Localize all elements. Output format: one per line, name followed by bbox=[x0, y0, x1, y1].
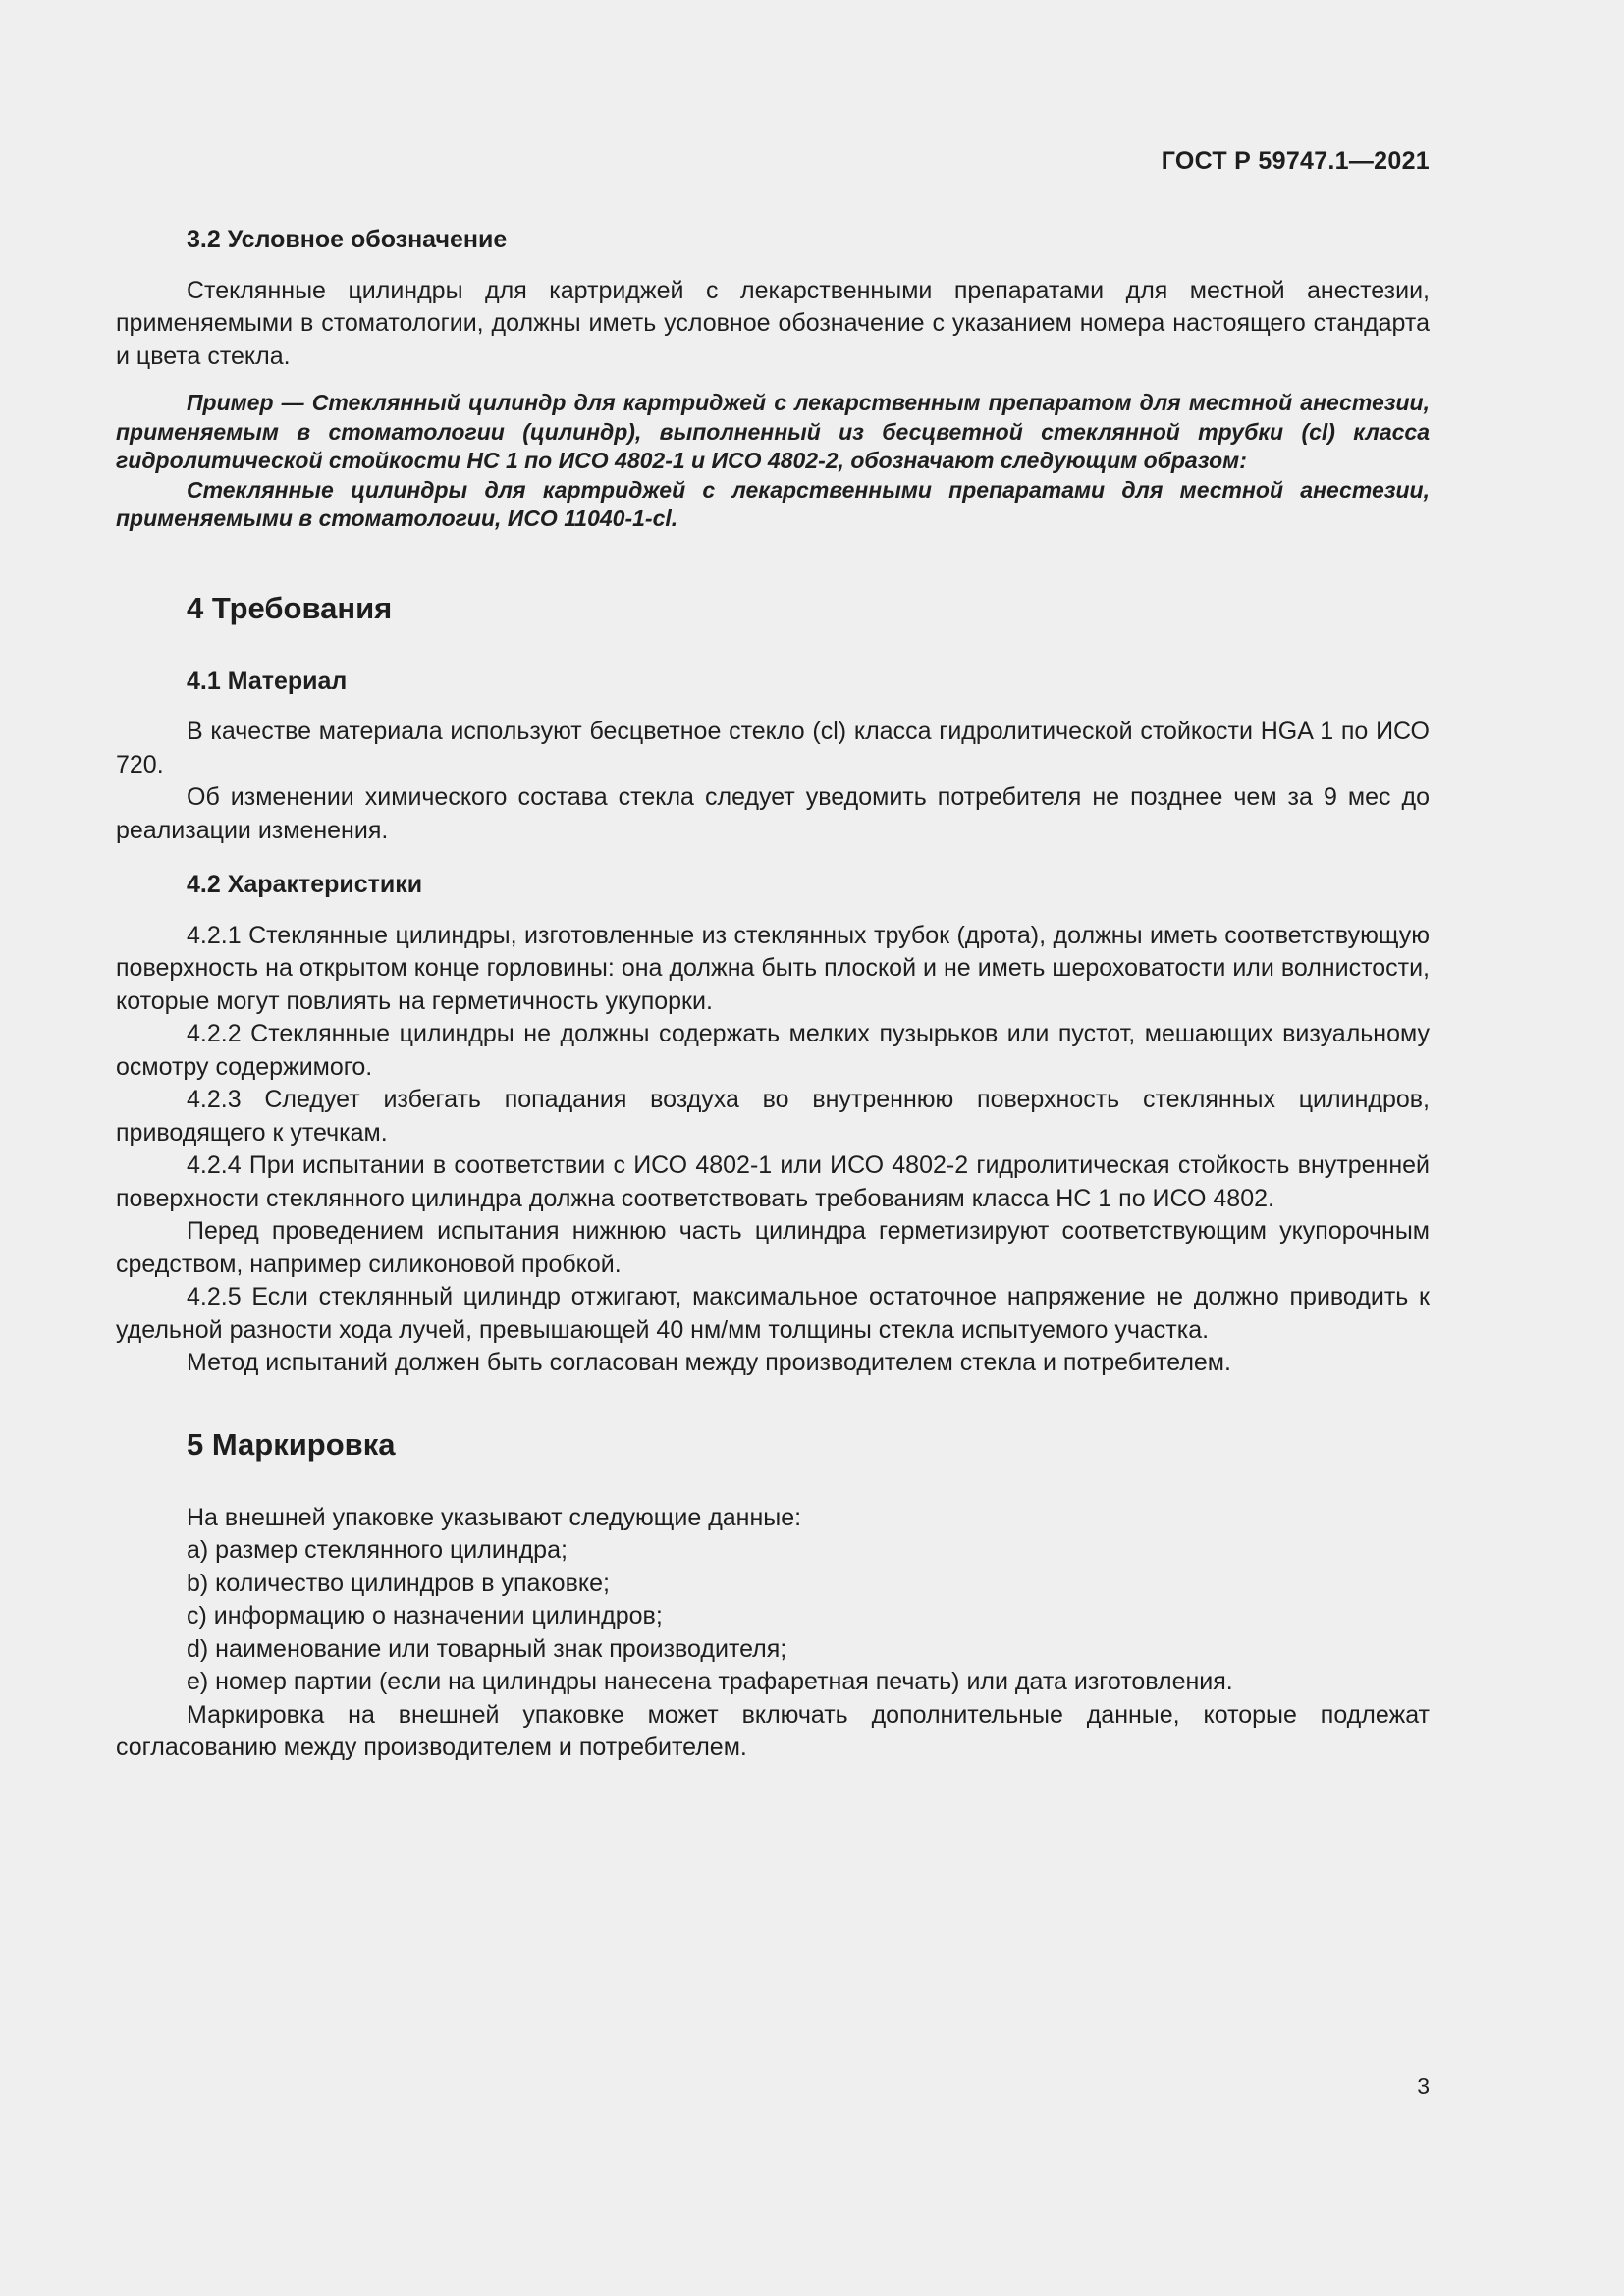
list-item: c) информацию о назначении цилиндров; bbox=[187, 1602, 663, 1629]
section-4-2-title: 4.2 Характеристики bbox=[187, 871, 423, 898]
clause-4-2-2: 4.2.2 Стеклянные цилиндры не должны содержать мелких пузырьков или пустот, мешающих визуальному осмотру содержимого. bbox=[116, 1020, 1430, 1081]
section-3-2-paragraph: Стеклянные цилиндры для картриджей с лекарственными препаратами для местной анестезии, применяемыми в стоматологии, должны иметь условное обозначение с указанием номера настоящего стандарта и цвета стекла. bbox=[116, 276, 1430, 370]
clause-4-2-1: 4.2.1 Стеклянные цилиндры, изготовленные из стеклянных трубок (дрота), должны иметь соответствующую поверхность на открытом конце горловины: она должна быть плоской и не иметь шероховатости или волнистости, которые могут повлиять на герметичность укупорки. bbox=[116, 921, 1430, 1015]
clause-4-2-3: 4.2.3 Следует избегать попадания воздуха во внутреннюю поверхность стеклянных цилиндров, приводящего к утечкам. bbox=[116, 1086, 1430, 1147]
example-paragraph-2: Стеклянные цилиндры для картриджей с лекарственными препаратами для местной анестезии, применяемыми в стоматологии, ИСО 11040-1-cl. bbox=[116, 476, 1430, 531]
example-paragraph-1: Пример — Стеклянный цилиндр для картриджей с лекарственным препаратом для местной анестезии, применяемым в стоматологии (цилиндр), выполненный из бесцветной стеклянной трубки (cl) класса гидролитической стойкости НС 1 по ИСО 4802-1 и ИСО 4802-2, обозначают следующим образом: bbox=[116, 390, 1430, 473]
section-5-intro: На внешней упаковке указывают следующие данные: bbox=[187, 1503, 802, 1531]
section-4-title: 4 Требования bbox=[187, 590, 393, 625]
section-5-title: 5 Маркировка bbox=[187, 1426, 396, 1462]
section-4-1-title: 4.1 Материал bbox=[187, 667, 348, 695]
list-item: e) номер партии (если на цилиндры нанесена трафаретная печать) или дата изготовления. bbox=[187, 1668, 1233, 1695]
section-4-1-paragraph-2: Об изменении химического состава стекла следует уведомить потребителя не позднее чем за 9 мес до реализации изменения. bbox=[116, 783, 1430, 844]
clause-4-2-5: 4.2.5 Если стеклянный цилиндр отжигают, максимальное остаточное напряжение не должно приводить к удельной разности хода лучей, превышающей 40 нм/мм толщины стекла испытуемого участка. bbox=[116, 1283, 1430, 1344]
clause-4-2-5-method: Метод испытаний должен быть согласован между производителем стекла и потребителем. bbox=[187, 1349, 1231, 1376]
section-4-1-paragraph-1: В качестве материала используют бесцветное стекло (cl) класса гидролитической стойкости HGA 1 по ИСО 720. bbox=[116, 718, 1430, 778]
document-code-header: ГОСТ Р 59747.1—2021 bbox=[1161, 147, 1430, 175]
list-item: d) наименование или товарный знак производителя; bbox=[187, 1634, 787, 1663]
section-3-2-title: 3.2 Условное обозначение bbox=[187, 226, 508, 253]
clause-4-2-4: 4.2.4 При испытании в соответствии с ИСО 4802-1 или ИСО 4802-2 гидролитическая стойкость внутренней поверхности стеклянного цилиндра должна соответствовать требованиям класса НС 1 по ИСО 4802. bbox=[116, 1151, 1430, 1212]
page-number: 3 bbox=[1417, 2073, 1430, 2099]
document-body bbox=[116, 224, 1430, 1765]
clause-4-2-4-note: Перед проведением испытания нижнюю часть цилиндра герметизируют соответствующим укупорочным средством, например силиконовой пробкой. bbox=[116, 1217, 1430, 1278]
list-item: b) количество цилиндров в упаковке; bbox=[187, 1569, 610, 1597]
list-item: a) размер стеклянного цилиндра; bbox=[187, 1536, 568, 1564]
section-5-closing: Маркировка на внешней упаковке может включать дополнительные данные, которые подлежат согласованию между производителем и потребителем. bbox=[116, 1700, 1430, 1761]
